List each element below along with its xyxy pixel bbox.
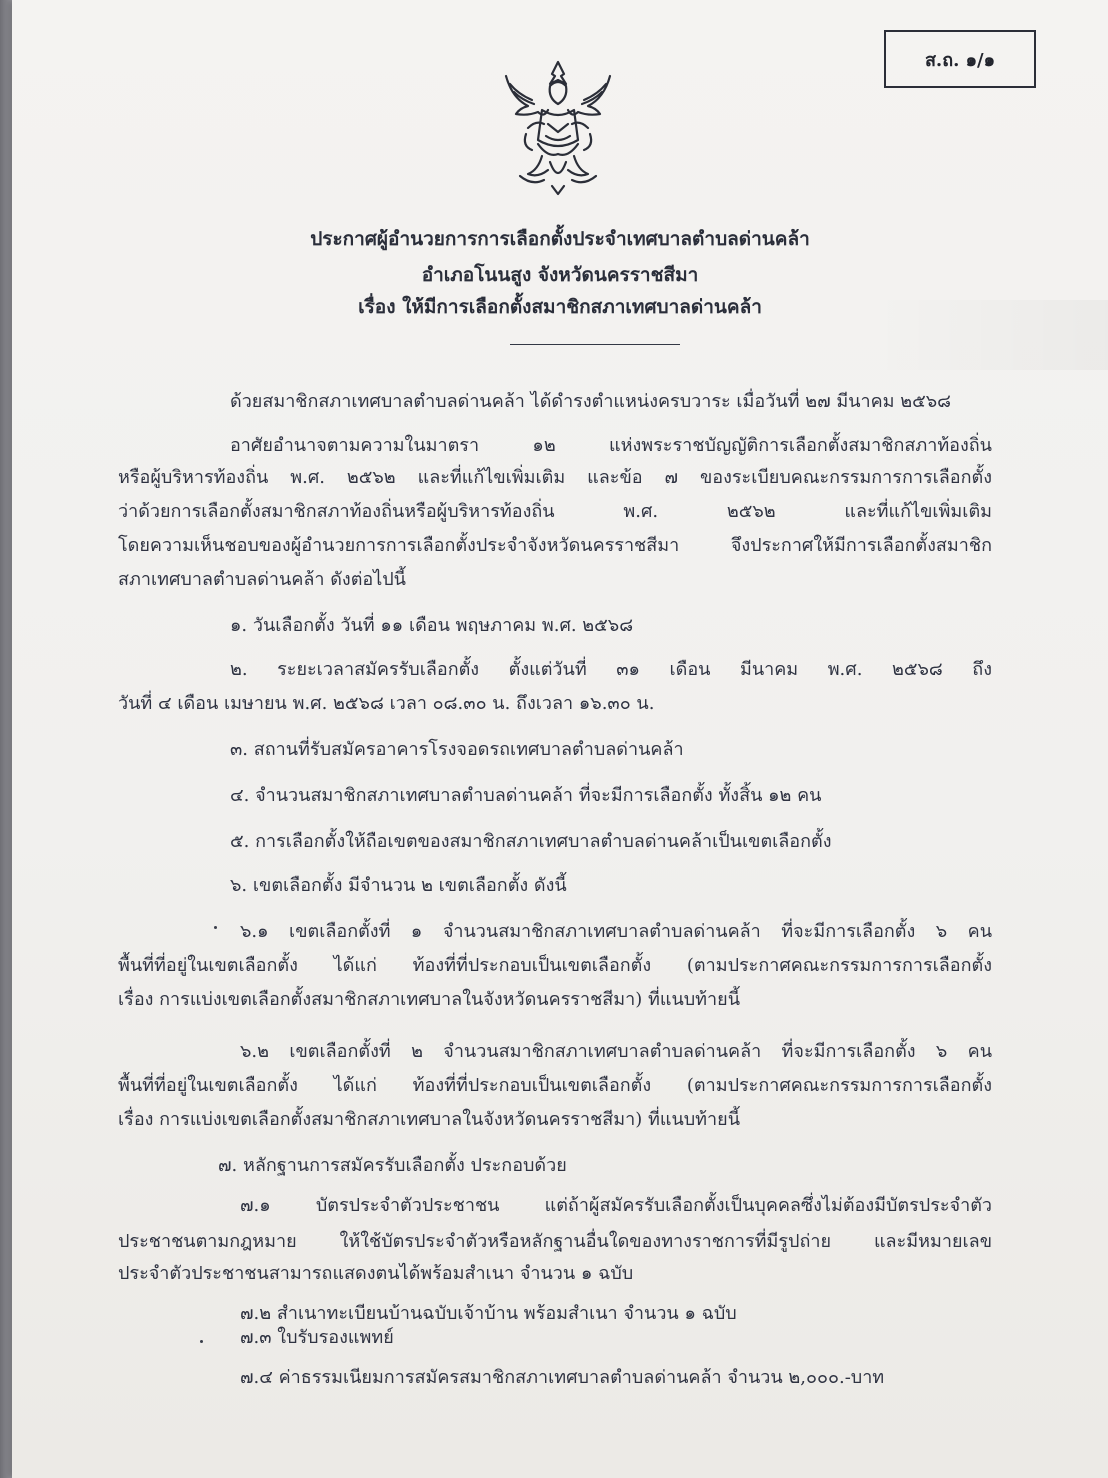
item-3: ๓. สถานที่รับสมัครอาคารโรงจอดรถเทศบาลตำบลด่านคล้า [230, 739, 684, 760]
item-7-2: ๗.๒ สำเนาทะเบียนบ้านฉบับเจ้าบ้าน พร้อมสำเนา จำนวน ๑ ฉบับ [240, 1303, 737, 1324]
title-line-2: อำเภอโนนสูง จังหวัดนครราชสีมา [421, 264, 699, 286]
title-line-1: ประกาศผู้อำนวยการการเลือกตั้งประจำเทศบาลตำบลด่านคล้า [310, 228, 810, 250]
desk-background [0, 0, 12, 1478]
item-2-line-1: ๒. ระยะเวลาสมัครรับเลือกตั้ง ตั้งแต่วันที่ ๓๑ เดือน มีนาคม พ.ศ. ๒๕๖๘ ถึง [230, 659, 992, 680]
item-7-4: ๗.๔ ค่าธรรมเนียมการสมัครสมาชิกสภาเทศบาลตำบลด่านคล้า จำนวน ๒,๐๐๐.-บาท [240, 1367, 885, 1388]
item-7-1-line-3: ประจำตัวประชาชนสามารถแสดงตนได้พร้อมสำเนา จำนวน ๑ ฉบับ [118, 1263, 634, 1284]
item-6-2-line-2: พื้นที่ที่อยู่ในเขตเลือกตั้ง ได้แก่ ท้องที่ที่ประกอบเป็นเขตเลือกตั้ง (ตามประกาศคณะกรรมการการเลือกตั้ง [118, 1075, 992, 1096]
item-7: ๗. หลักฐานการสมัครรับเลือกตั้ง ประกอบด้วย [218, 1155, 567, 1176]
item-4: ๔. จำนวนสมาชิกสภาเทศบาลตำบลด่านคล้า ที่จะมีการเลือกตั้ง ทั้งสิ้น ๑๒ คน [230, 785, 822, 806]
item-6-2-line-3: เรื่อง การแบ่งเขตเลือกตั้งสมาชิกสภาเทศบาลในจังหวัดนครราชสีมา) ที่แนบท้ายนี้ [118, 1109, 741, 1130]
title-line-3: เรื่อง ให้มีการเลือกตั้งสมาชิกสภาเทศบาลด่านคล้า [358, 296, 762, 318]
item-5: ๕. การเลือกตั้งให้ถือเขตของสมาชิกสภาเทศบาลตำบลด่านคล้าเป็นเขตเลือกตั้ง [230, 831, 832, 852]
garuda-emblem-icon [498, 58, 618, 198]
authority-line-2: หรือผู้บริหารท้องถิ่น พ.ศ. ๒๕๖๒ และที่แก้ไขเพิ่มเติม และข้อ ๗ ของระเบียบคณะกรรมการการเลือกตั้ง [118, 467, 992, 488]
intro-paragraph: ด้วยสมาชิกสภาเทศบาลตำบลด่านคล้า ได้ดำรงตำแหน่งครบวาระ เมื่อวันที่ ๒๗ มีนาคม ๒๕๖๘ [230, 391, 952, 412]
item-6-2-line-1: ๖.๒ เขตเลือกตั้งที่ ๒ จำนวนสมาชิกสภาเทศบาลตำบลด่านคล้า ที่จะมีการเลือกตั้ง ๖ คน [240, 1041, 992, 1062]
authority-line-4: โดยความเห็นชอบของผู้อำนวยการการเลือกตั้งประจำจังหวัดนครราชสีมา จึงประกาศให้มีการเลือกตั้งสมาชิก [118, 535, 992, 556]
authority-line-3: ว่าด้วยการเลือกตั้งสมาชิกสภาท้องถิ่นหรือผู้บริหารท้องถิ่น พ.ศ. ๒๕๖๒ และที่แก้ไขเพิ่มเติม [118, 501, 992, 522]
item-1: ๑. วันเลือกตั้ง วันที่ ๑๑ เดือน พฤษภาคม พ.ศ. ๒๕๖๘ [230, 615, 634, 636]
scan-speck [200, 1340, 203, 1343]
title-divider [510, 344, 680, 345]
item-6-1-line-3: เรื่อง การแบ่งเขตเลือกตั้งสมาชิกสภาเทศบาลในจังหวัดนครราชสีมา) ที่แนบท้ายนี้ [118, 989, 741, 1010]
item-6-1-line-2: พื้นที่ที่อยู่ในเขตเลือกตั้ง ได้แก่ ท้องที่ที่ประกอบเป็นเขตเลือกตั้ง (ตามประกาศคณะกรรมการการเลือกตั้ง [118, 955, 992, 976]
form-code-box: ส.ถ. ๑/๑ [884, 30, 1036, 88]
document-page [12, 0, 1108, 1478]
authority-line-5: สภาเทศบาลตำบลด่านคล้า ดังต่อไปนี้ [118, 569, 406, 590]
item-7-1-line-1: ๗.๑ บัตรประจำตัวประชาชน แต่ถ้าผู้สมัครรับเลือกตั้งเป็นบุคคลซึ่งไม่ต้องมีบัตรประจำตัว [240, 1195, 992, 1216]
item-2-line-2: วันที่ ๔ เดือน เมษายน พ.ศ. ๒๕๖๘ เวลา ๐๘.๓๐ น. ถึงเวลา ๑๖.๓๐ น. [118, 693, 655, 714]
item-7-3: ๗.๓ ใบรับรองแพทย์ [240, 1327, 394, 1348]
item-7-1-line-2: ประชาชนตามกฎหมาย ให้ใช้บัตรประจำตัวหรือหลักฐานอื่นใดของทางราชการที่มีรูปถ่าย และมีหมายเลข [118, 1231, 992, 1252]
authority-line-1: อาศัยอำนาจตามความในมาตรา ๑๒ แห่งพระราชบัญญัติการเลือกตั้งสมาชิกสภาท้องถิ่น [230, 435, 992, 456]
item-6-1-line-1: ๖.๑ เขตเลือกตั้งที่ ๑ จำนวนสมาชิกสภาเทศบาลตำบลด่านคล้า ที่จะมีการเลือกตั้ง ๖ คน [240, 921, 992, 942]
scan-speck [214, 926, 217, 929]
item-6: ๖. เขตเลือกตั้ง มีจำนวน ๒ เขตเลือกตั้ง ดังนี้ [230, 875, 567, 896]
